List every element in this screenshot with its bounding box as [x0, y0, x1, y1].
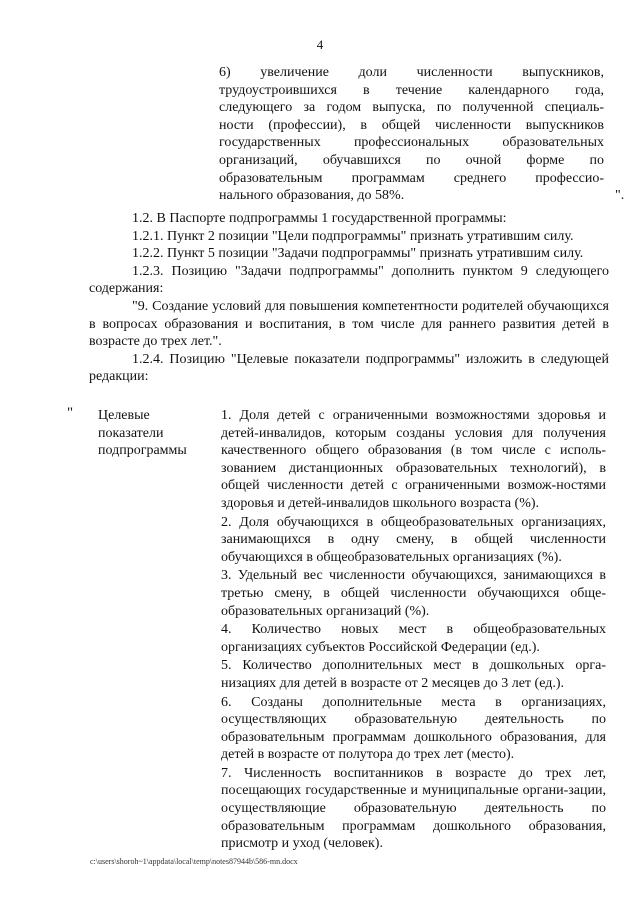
paragraph: 1.2.4. Позицию "Целевые показатели подпрограммы" изложить в следующей редакции:: [89, 351, 609, 385]
item-6-line: государственных профессиональных образовательных: [219, 135, 604, 151]
footer-file-path: c:\users\shoroh~1\appdata\local\temp\notes87944b\586-mn.docx: [90, 857, 298, 866]
paragraph: 1.2.3. Позицию "Задачи подпрограммы" дополнить пунктом 9 следующего содержания:: [89, 263, 609, 297]
list-item: 2. Доля обучающихся в общеобразовательных организациях, занимающихся в одну смену, в общей численности обучающихся в общеобразовательных организациях (%).: [221, 514, 606, 565]
item-6-line: нального образования, до 58%.: [219, 188, 405, 204]
item-6-line: образовательным программам среднего профессио-: [219, 170, 604, 186]
item-6-line: ности (профессии), в общей численности выпускников: [219, 117, 604, 133]
paragraph: 1.2.1. Пункт 2 позиции "Цели подпрограммы" признать утратившим силу.: [132, 228, 574, 244]
list-item: 7. Численность воспитанников в возрасте до трех лет, посещающих государственные и муниципальные органи-зации, осуществляющие образовательную деятельность по образовательным программам дошкольного образования, присмотр и уход (человек).: [221, 765, 606, 852]
item-6-text: [219, 64, 604, 205]
item-6-line: организаций, обучавшихся по очной форме по: [219, 152, 604, 168]
list-item: 5. Количество дополнительных мест в дошкольных орга-низациях для детей в возрасте от 2 месяцев до 3 лет (ед.).: [221, 658, 606, 691]
item-6-line: 6) увеличение доли численности выпускников,: [219, 65, 604, 80]
opening-quote: ": [67, 405, 74, 421]
list-item: 6. Созданы дополнительные места в организациях, осуществляющих образовательную деятельность по образовательным программам дошкольного образования, для детей в возрасте от полутора до трех лет (место).: [221, 694, 606, 763]
paragraph: 1.2. В Паспорте подпрограммы 1 государственной программы:: [132, 211, 507, 226]
table-label: Целевые показатели подпрограммы: [98, 408, 187, 459]
list-item: 1. Доля детей с ограниченными возможностями здоровья и детей-инвалидов, которым созданы условия для получения качественного общего образования (в том числе с исполь-зованием дистанционных образовательных технологий), в общей численности детей с ограниченными возмож-ностями здоровья и детей-инвалидов школьного возраста (%).: [221, 408, 606, 511]
list-item: 3. Удельный вес численности обучающихся, занимающихся в третью смену, в общей численности обучающихся обще-образовательных организаций (%).: [221, 568, 606, 619]
paragraph: "9. Создание условий для повышения компетентности родителей обучающихся в вопросах образования и воспитания, в том числе для раннего развития детей в возрасте до трех лет.".: [89, 298, 609, 350]
page-number: 4: [316, 37, 324, 52]
table-items: [221, 407, 606, 854]
body-paragraphs: [89, 210, 609, 386]
closing-quote: ".: [615, 188, 625, 203]
list-item: 4. Количество новых мест в общеобразовательных организациях субъектов Российской Федерации (ед.).: [221, 622, 606, 655]
item-6-line: следующего за годом выпуска, по полученной специаль-: [219, 100, 604, 116]
paragraph: 1.2.2. Пункт 5 позиции "Задачи подпрограммы" признать утратившим силу.: [132, 246, 584, 262]
item-6-line: трудоустроившихся в течение календарного года,: [219, 82, 604, 98]
